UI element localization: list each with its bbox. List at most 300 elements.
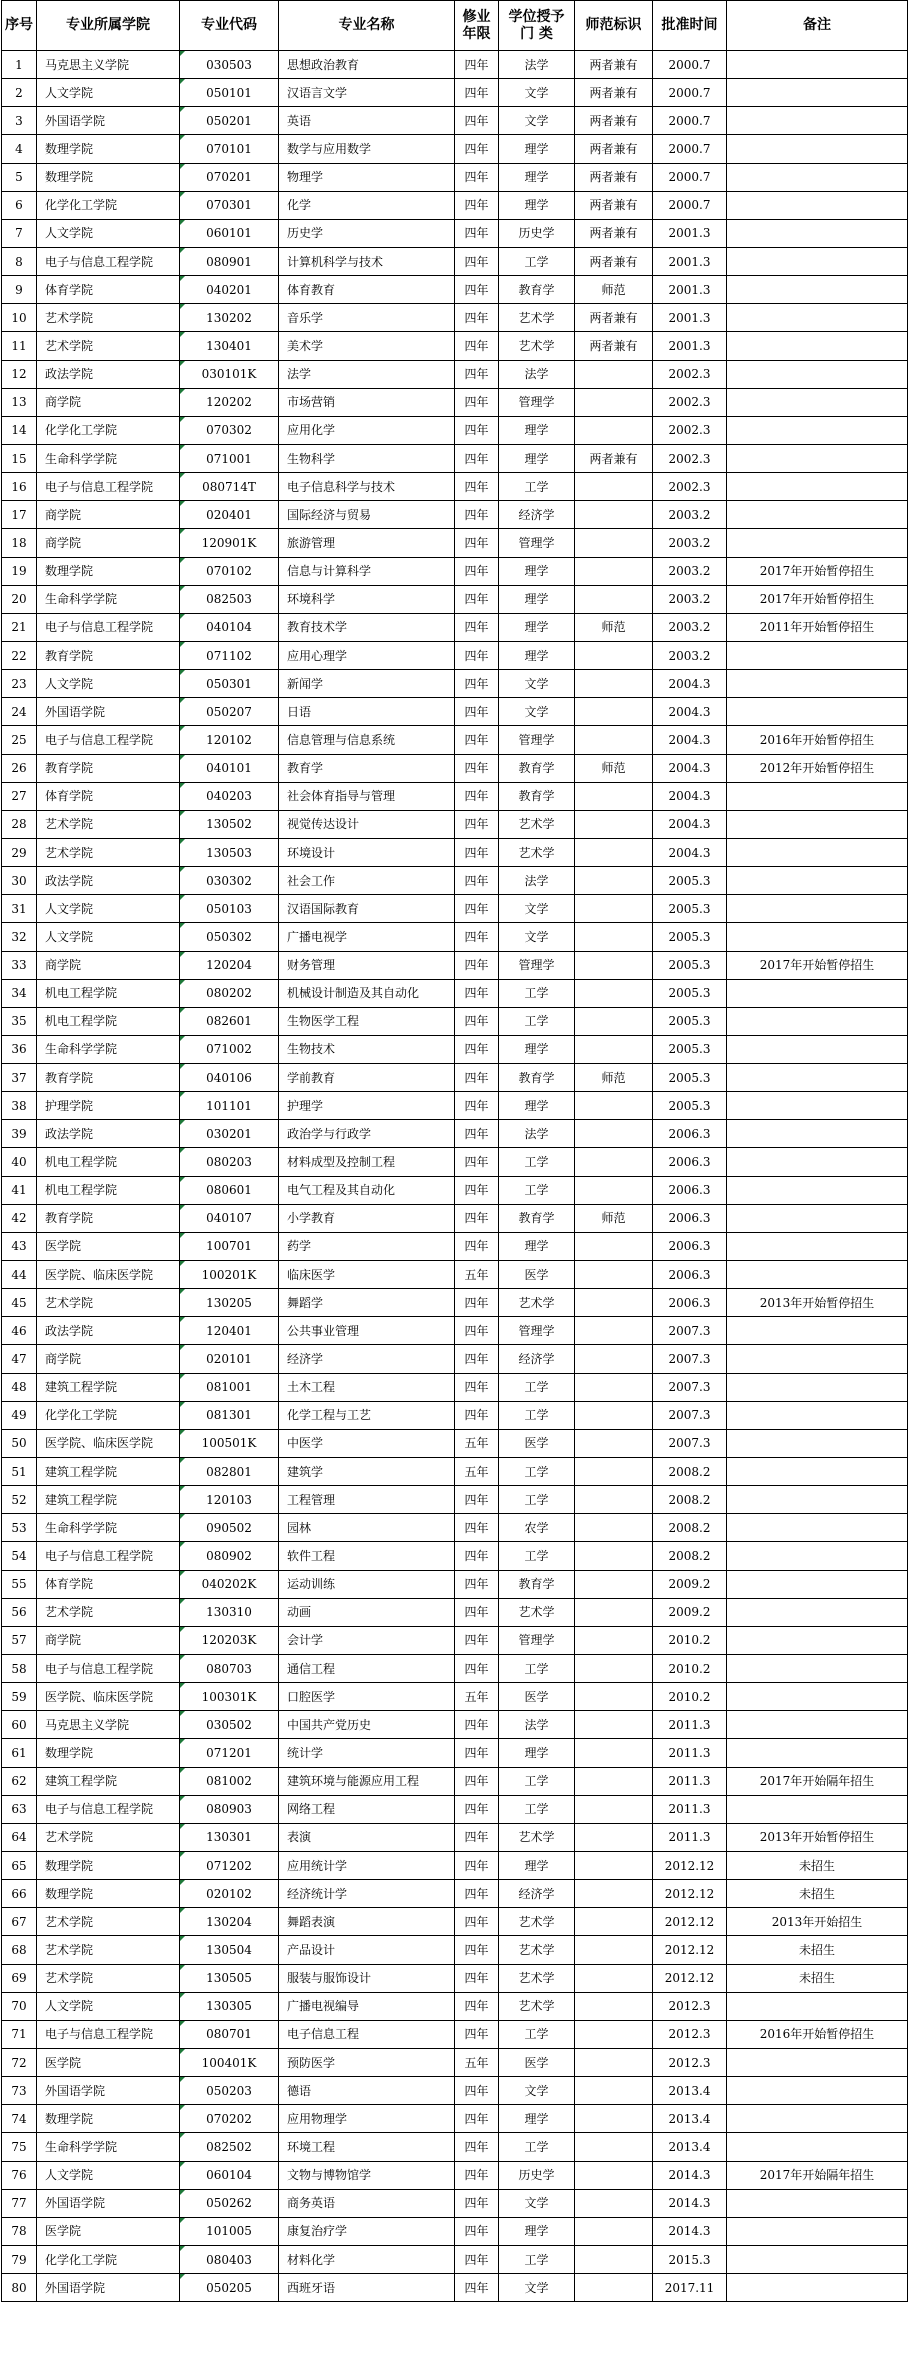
cell-approval-date: 2003.2 — [653, 613, 727, 641]
cell-normal-flag: 两者兼有 — [575, 219, 653, 247]
table-row — [2, 1317, 908, 1345]
header-major-name: 专业名称 — [279, 1, 455, 51]
cell-major-code: 120102 — [180, 726, 279, 754]
cell-degree-category: 理学 — [499, 1092, 575, 1120]
table-row — [2, 641, 908, 669]
cell-major-code: 040101 — [180, 754, 279, 782]
table-row — [2, 1345, 908, 1373]
cell-normal-flag — [575, 1035, 653, 1063]
table-row — [2, 1120, 908, 1148]
cell-college: 艺术学院 — [37, 810, 180, 838]
cell-remarks — [727, 1092, 908, 1120]
cell-approval-date: 2001.3 — [653, 219, 727, 247]
cell-major-code: 030502 — [180, 1711, 279, 1739]
cell-major-code: 070102 — [180, 557, 279, 585]
cell-row-index: 29 — [2, 838, 37, 866]
cell-remarks — [727, 923, 908, 951]
header-normal-flag: 师范标识 — [575, 1, 653, 51]
cell-normal-flag: 两者兼有 — [575, 163, 653, 191]
cell-college: 商学院 — [37, 529, 180, 557]
cell-college: 数理学院 — [37, 2105, 180, 2133]
table-row — [2, 613, 908, 641]
cell-normal-flag — [575, 810, 653, 838]
cell-college: 艺术学院 — [37, 1936, 180, 1964]
cell-row-index: 80 — [2, 2274, 37, 2302]
cell-remarks — [727, 1120, 908, 1148]
cell-remarks — [727, 670, 908, 698]
cell-remarks — [727, 641, 908, 669]
table-row — [2, 135, 908, 163]
table-row — [2, 107, 908, 135]
cell-major-code: 060101 — [180, 219, 279, 247]
cell-approval-date: 2010.2 — [653, 1655, 727, 1683]
cell-duration: 四年 — [455, 1035, 499, 1063]
cell-duration: 四年 — [455, 1739, 499, 1767]
cell-college: 商学院 — [37, 501, 180, 529]
cell-approval-date: 2005.3 — [653, 895, 727, 923]
cell-duration: 四年 — [455, 698, 499, 726]
cell-approval-date: 2002.3 — [653, 473, 727, 501]
cell-major-code: 040106 — [180, 1064, 279, 1092]
cell-degree-category: 理学 — [499, 416, 575, 444]
cell-college: 人文学院 — [37, 79, 180, 107]
cell-remarks: 2017年开始隔年招生 — [727, 2161, 908, 2189]
cell-college: 教育学院 — [37, 1064, 180, 1092]
cell-duration: 四年 — [455, 895, 499, 923]
cell-duration: 四年 — [455, 1120, 499, 1148]
cell-duration: 四年 — [455, 247, 499, 275]
cell-duration: 四年 — [455, 1148, 499, 1176]
cell-major-code: 030201 — [180, 1120, 279, 1148]
cell-row-index: 7 — [2, 219, 37, 247]
table-row — [2, 1401, 908, 1429]
cell-major-code: 040201 — [180, 276, 279, 304]
cell-duration: 四年 — [455, 107, 499, 135]
cell-major-name: 舞蹈学 — [279, 1289, 455, 1317]
cell-college: 建筑工程学院 — [37, 1767, 180, 1795]
cell-row-index: 36 — [2, 1035, 37, 1063]
cell-major-name: 经济学 — [279, 1345, 455, 1373]
cell-remarks — [727, 444, 908, 472]
cell-normal-flag: 两者兼有 — [575, 135, 653, 163]
cell-degree-category: 理学 — [499, 2217, 575, 2245]
cell-remarks: 2016年开始暂停招生 — [727, 726, 908, 754]
cell-duration: 四年 — [455, 473, 499, 501]
cell-remarks — [727, 2105, 908, 2133]
cell-college: 体育学院 — [37, 782, 180, 810]
table-row — [2, 1655, 908, 1683]
cell-approval-date: 2012.12 — [653, 1880, 727, 1908]
table-row — [2, 923, 908, 951]
cell-approval-date: 2005.3 — [653, 867, 727, 895]
cell-major-code: 130202 — [180, 304, 279, 332]
cell-normal-flag — [575, 388, 653, 416]
cell-duration: 四年 — [455, 1232, 499, 1260]
cell-approval-date: 2004.3 — [653, 810, 727, 838]
cell-remarks — [727, 2133, 908, 2161]
cell-normal-flag — [575, 1373, 653, 1401]
cell-duration: 四年 — [455, 1176, 499, 1204]
cell-normal-flag — [575, 1289, 653, 1317]
cell-row-index: 73 — [2, 2077, 37, 2105]
cell-major-name: 药学 — [279, 1232, 455, 1260]
cell-major-code: 120103 — [180, 1486, 279, 1514]
cell-approval-date: 2007.3 — [653, 1317, 727, 1345]
cell-remarks — [727, 1007, 908, 1035]
cell-approval-date: 2005.3 — [653, 1035, 727, 1063]
cell-remarks — [727, 1570, 908, 1598]
cell-row-index: 17 — [2, 501, 37, 529]
cell-college: 化学化工学院 — [37, 191, 180, 219]
cell-row-index: 57 — [2, 1626, 37, 1654]
cell-major-code: 120203K — [180, 1626, 279, 1654]
cell-major-code: 080202 — [180, 979, 279, 1007]
cell-remarks — [727, 1035, 908, 1063]
cell-degree-category: 农学 — [499, 1514, 575, 1542]
cell-major-code: 070301 — [180, 191, 279, 219]
table-row — [2, 360, 908, 388]
cell-row-index: 38 — [2, 1092, 37, 1120]
cell-remarks: 2017年开始暂停招生 — [727, 951, 908, 979]
cell-row-index: 19 — [2, 557, 37, 585]
cell-college: 电子与信息工程学院 — [37, 726, 180, 754]
cell-major-code: 071002 — [180, 1035, 279, 1063]
cell-approval-date: 2007.3 — [653, 1345, 727, 1373]
cell-college: 商学院 — [37, 1345, 180, 1373]
cell-major-name: 化学工程与工艺 — [279, 1401, 455, 1429]
cell-college: 体育学院 — [37, 1570, 180, 1598]
cell-degree-category: 理学 — [499, 585, 575, 613]
cell-remarks: 2013年开始招生 — [727, 1908, 908, 1936]
cell-major-name: 新闻学 — [279, 670, 455, 698]
table-row — [2, 2077, 908, 2105]
cell-duration: 四年 — [455, 641, 499, 669]
cell-major-code: 040202K — [180, 1570, 279, 1598]
cell-normal-flag — [575, 1429, 653, 1457]
cell-approval-date: 2006.3 — [653, 1261, 727, 1289]
cell-approval-date: 2007.3 — [653, 1373, 727, 1401]
table-row — [2, 2274, 908, 2302]
cell-college: 政法学院 — [37, 360, 180, 388]
cell-row-index: 79 — [2, 2245, 37, 2273]
cell-duration: 四年 — [455, 726, 499, 754]
cell-college: 电子与信息工程学院 — [37, 2020, 180, 2048]
cell-degree-category: 理学 — [499, 135, 575, 163]
table-row — [2, 1514, 908, 1542]
cell-normal-flag — [575, 2274, 653, 2302]
cell-major-name: 口腔医学 — [279, 1683, 455, 1711]
cell-degree-category: 文学 — [499, 2189, 575, 2217]
cell-row-index: 66 — [2, 1880, 37, 1908]
cell-normal-flag — [575, 1570, 653, 1598]
cell-college: 艺术学院 — [37, 1908, 180, 1936]
cell-major-code: 081301 — [180, 1401, 279, 1429]
cell-college: 人文学院 — [37, 923, 180, 951]
cell-degree-category: 理学 — [499, 1852, 575, 1880]
cell-row-index: 62 — [2, 1767, 37, 1795]
cell-normal-flag — [575, 838, 653, 866]
cell-duration: 四年 — [455, 304, 499, 332]
cell-major-name: 日语 — [279, 698, 455, 726]
cell-remarks — [727, 304, 908, 332]
cell-row-index: 60 — [2, 1711, 37, 1739]
table-row — [2, 1373, 908, 1401]
cell-duration: 四年 — [455, 1401, 499, 1429]
header-duration: 修业年限 — [455, 1, 499, 51]
cell-duration: 四年 — [455, 529, 499, 557]
cell-major-code: 080714T — [180, 473, 279, 501]
cell-duration: 四年 — [455, 163, 499, 191]
cell-duration: 四年 — [455, 1626, 499, 1654]
cell-approval-date: 2000.7 — [653, 191, 727, 219]
cell-duration: 四年 — [455, 135, 499, 163]
cell-remarks: 2013年开始暂停招生 — [727, 1289, 908, 1317]
table-row — [2, 79, 908, 107]
header-major-code: 专业代码 — [180, 1, 279, 51]
cell-row-index: 37 — [2, 1064, 37, 1092]
cell-approval-date: 2011.3 — [653, 1795, 727, 1823]
cell-row-index: 39 — [2, 1120, 37, 1148]
cell-major-code: 130205 — [180, 1289, 279, 1317]
cell-duration: 四年 — [455, 754, 499, 782]
cell-normal-flag — [575, 2189, 653, 2217]
cell-major-name: 教育技术学 — [279, 613, 455, 641]
cell-duration: 四年 — [455, 585, 499, 613]
table-row — [2, 529, 908, 557]
cell-major-code: 100201K — [180, 1261, 279, 1289]
cell-college: 人文学院 — [37, 219, 180, 247]
cell-remarks — [727, 1626, 908, 1654]
cell-row-index: 75 — [2, 2133, 37, 2161]
cell-approval-date: 2010.2 — [653, 1626, 727, 1654]
cell-major-name: 应用物理学 — [279, 2105, 455, 2133]
cell-degree-category: 教育学 — [499, 754, 575, 782]
cell-approval-date: 2012.12 — [653, 1964, 727, 1992]
cell-major-name: 表演 — [279, 1823, 455, 1851]
cell-row-index: 28 — [2, 810, 37, 838]
table-row — [2, 585, 908, 613]
table-row — [2, 1007, 908, 1035]
cell-degree-category: 法学 — [499, 360, 575, 388]
cell-major-code: 050207 — [180, 698, 279, 726]
cell-degree-category: 工学 — [499, 1176, 575, 1204]
table-row — [2, 1232, 908, 1260]
cell-approval-date: 2002.3 — [653, 444, 727, 472]
cell-normal-flag — [575, 2245, 653, 2273]
table-row — [2, 1908, 908, 1936]
cell-normal-flag — [575, 979, 653, 1007]
cell-duration: 四年 — [455, 501, 499, 529]
cell-major-code: 120204 — [180, 951, 279, 979]
cell-degree-category: 经济学 — [499, 501, 575, 529]
cell-degree-category: 理学 — [499, 191, 575, 219]
cell-normal-flag — [575, 1542, 653, 1570]
cell-major-code: 082801 — [180, 1458, 279, 1486]
cell-major-code: 070101 — [180, 135, 279, 163]
table-row — [2, 2161, 908, 2189]
table-row — [2, 51, 908, 79]
cell-major-code: 120202 — [180, 388, 279, 416]
table-row — [2, 1204, 908, 1232]
cell-remarks — [727, 388, 908, 416]
cell-normal-flag — [575, 416, 653, 444]
cell-duration: 四年 — [455, 2077, 499, 2105]
cell-major-code: 080901 — [180, 247, 279, 275]
cell-remarks — [727, 191, 908, 219]
cell-college: 艺术学院 — [37, 1823, 180, 1851]
cell-normal-flag — [575, 1964, 653, 1992]
cell-row-index: 42 — [2, 1204, 37, 1232]
cell-duration: 四年 — [455, 1823, 499, 1851]
cell-major-code: 082503 — [180, 585, 279, 613]
cell-approval-date: 2008.2 — [653, 1542, 727, 1570]
cell-degree-category: 文学 — [499, 2077, 575, 2105]
cell-major-code: 130401 — [180, 332, 279, 360]
cell-remarks: 2017年开始隔年招生 — [727, 1767, 908, 1795]
cell-normal-flag — [575, 1514, 653, 1542]
cell-duration: 四年 — [455, 1908, 499, 1936]
cell-college: 数理学院 — [37, 1880, 180, 1908]
cell-duration: 四年 — [455, 1092, 499, 1120]
table-row — [2, 2105, 908, 2133]
cell-degree-category: 教育学 — [499, 1570, 575, 1598]
cell-row-index: 61 — [2, 1739, 37, 1767]
cell-approval-date: 2014.3 — [653, 2217, 727, 2245]
cell-major-name: 物理学 — [279, 163, 455, 191]
cell-college: 外国语学院 — [37, 698, 180, 726]
cell-row-index: 44 — [2, 1261, 37, 1289]
cell-degree-category: 法学 — [499, 1120, 575, 1148]
cell-row-index: 35 — [2, 1007, 37, 1035]
cell-major-name: 网络工程 — [279, 1795, 455, 1823]
cell-duration: 四年 — [455, 1852, 499, 1880]
cell-normal-flag — [575, 1092, 653, 1120]
cell-major-name: 机械设计制造及其自动化 — [279, 979, 455, 1007]
table-row — [2, 2189, 908, 2217]
cell-row-index: 64 — [2, 1823, 37, 1851]
cell-major-name: 舞蹈表演 — [279, 1908, 455, 1936]
cell-normal-flag — [575, 1711, 653, 1739]
cell-duration: 四年 — [455, 444, 499, 472]
cell-major-code: 071201 — [180, 1739, 279, 1767]
cell-college: 医学院 — [37, 1232, 180, 1260]
cell-duration: 五年 — [455, 1458, 499, 1486]
table-row — [2, 1936, 908, 1964]
cell-degree-category: 管理学 — [499, 1626, 575, 1654]
cell-duration: 四年 — [455, 782, 499, 810]
cell-major-name: 思想政治教育 — [279, 51, 455, 79]
cell-degree-category: 医学 — [499, 1683, 575, 1711]
cell-approval-date: 2006.3 — [653, 1289, 727, 1317]
table-row — [2, 1598, 908, 1626]
cell-degree-category: 工学 — [499, 979, 575, 1007]
cell-major-code: 120401 — [180, 1317, 279, 1345]
cell-degree-category: 文学 — [499, 698, 575, 726]
cell-major-name: 护理学 — [279, 1092, 455, 1120]
cell-duration: 四年 — [455, 557, 499, 585]
cell-row-index: 27 — [2, 782, 37, 810]
cell-row-index: 34 — [2, 979, 37, 1007]
cell-major-code: 130301 — [180, 1823, 279, 1851]
table-row — [2, 754, 908, 782]
table-row — [2, 867, 908, 895]
cell-college: 政法学院 — [37, 867, 180, 895]
cell-remarks — [727, 698, 908, 726]
cell-duration: 四年 — [455, 838, 499, 866]
cell-approval-date: 2009.2 — [653, 1598, 727, 1626]
cell-duration: 五年 — [455, 1683, 499, 1711]
cell-row-index: 53 — [2, 1514, 37, 1542]
cell-degree-category: 工学 — [499, 247, 575, 275]
cell-college: 教育学院 — [37, 1204, 180, 1232]
table-row — [2, 1852, 908, 1880]
cell-college: 生命科学学院 — [37, 1035, 180, 1063]
header-degree-category: 学位授予门 类 — [499, 1, 575, 51]
cell-remarks — [727, 1345, 908, 1373]
table-row — [2, 304, 908, 332]
table-row — [2, 557, 908, 585]
cell-duration: 四年 — [455, 332, 499, 360]
cell-remarks — [727, 1204, 908, 1232]
cell-normal-flag — [575, 1232, 653, 1260]
table-row — [2, 1823, 908, 1851]
cell-row-index: 10 — [2, 304, 37, 332]
cell-approval-date: 2011.3 — [653, 1823, 727, 1851]
table-row — [2, 1570, 908, 1598]
cell-college: 医学院、临床医学院 — [37, 1429, 180, 1457]
cell-degree-category: 理学 — [499, 613, 575, 641]
cell-row-index: 67 — [2, 1908, 37, 1936]
cell-duration: 四年 — [455, 613, 499, 641]
cell-college: 生命科学学院 — [37, 2133, 180, 2161]
cell-remarks: 未招生 — [727, 1880, 908, 1908]
table-row — [2, 1429, 908, 1457]
cell-approval-date: 2003.2 — [653, 529, 727, 557]
cell-duration: 四年 — [455, 1992, 499, 2020]
header-index: 序号 — [2, 1, 37, 51]
cell-row-index: 51 — [2, 1458, 37, 1486]
cell-approval-date: 2003.2 — [653, 557, 727, 585]
cell-major-code: 030101K — [180, 360, 279, 388]
cell-approval-date: 2011.3 — [653, 1739, 727, 1767]
cell-approval-date: 2010.2 — [653, 1683, 727, 1711]
table-row — [2, 1261, 908, 1289]
cell-remarks — [727, 867, 908, 895]
cell-approval-date: 2007.3 — [653, 1401, 727, 1429]
table-row — [2, 782, 908, 810]
cell-remarks: 2017年开始暂停招生 — [727, 585, 908, 613]
cell-degree-category: 管理学 — [499, 529, 575, 557]
cell-approval-date: 2012.12 — [653, 1908, 727, 1936]
cell-college: 教育学院 — [37, 641, 180, 669]
table-row — [2, 895, 908, 923]
cell-major-name: 生物技术 — [279, 1035, 455, 1063]
cell-major-code: 050302 — [180, 923, 279, 951]
cell-remarks — [727, 332, 908, 360]
cell-degree-category: 理学 — [499, 444, 575, 472]
header-row — [2, 1, 908, 51]
cell-college: 机电工程学院 — [37, 1148, 180, 1176]
cell-major-name: 信息管理与信息系统 — [279, 726, 455, 754]
table-row — [2, 1711, 908, 1739]
cell-college: 电子与信息工程学院 — [37, 613, 180, 641]
cell-approval-date: 2005.3 — [653, 951, 727, 979]
cell-approval-date: 2004.3 — [653, 782, 727, 810]
cell-major-code: 040203 — [180, 782, 279, 810]
cell-normal-flag — [575, 1795, 653, 1823]
table-row — [2, 1880, 908, 1908]
cell-approval-date: 2006.3 — [653, 1148, 727, 1176]
